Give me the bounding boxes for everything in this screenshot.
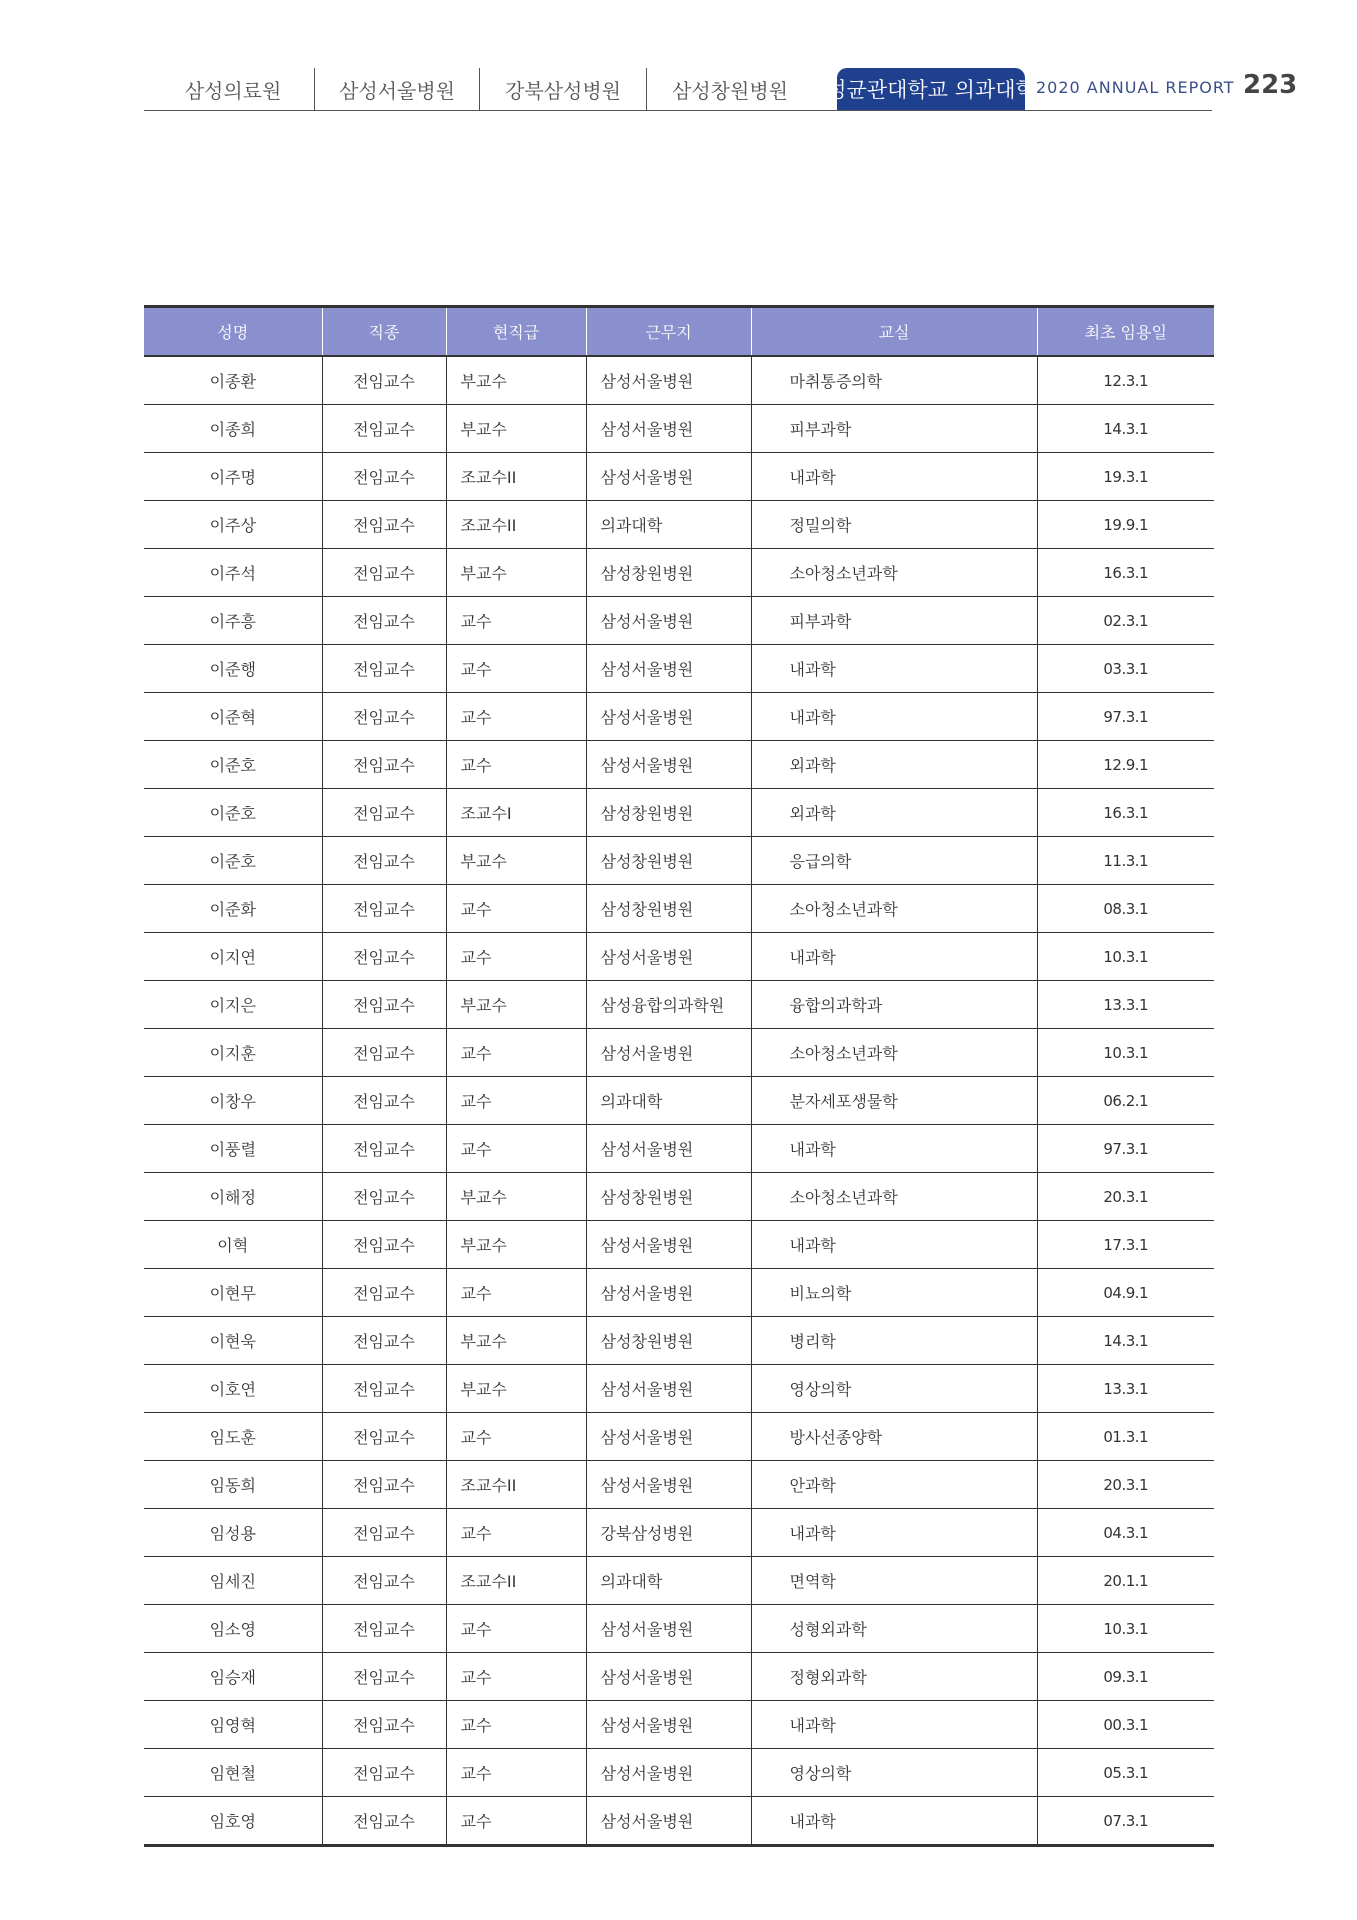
table-row: [144, 1317, 1214, 1365]
name-cell: 이주명: [144, 453, 322, 501]
name-cell: 이준화: [144, 885, 322, 933]
appointment-date-cell: 10.3.1: [1037, 933, 1214, 981]
rank-cell: 교수: [446, 645, 586, 693]
appointment-date-cell: 13.3.1: [1037, 1365, 1214, 1413]
workplace-cell: 삼성서울병원: [586, 356, 751, 405]
department-cell: 면역학: [751, 1557, 1037, 1605]
name-cell: 임승재: [144, 1653, 322, 1701]
rank-cell: 교수: [446, 1077, 586, 1125]
workplace-cell: 의과대학: [586, 1077, 751, 1125]
name-cell: 이주상: [144, 501, 322, 549]
appointment-date-cell: 12.9.1: [1037, 741, 1214, 789]
report-title: 2020 ANNUAL REPORT: [1036, 78, 1235, 97]
workplace-cell: 삼성서울병원: [586, 597, 751, 645]
name-cell: 임현철: [144, 1749, 322, 1797]
appointment-date-cell: 13.3.1: [1037, 981, 1214, 1029]
name-cell: 이주석: [144, 549, 322, 597]
nav-tab-samsung-medical-center[interactable]: 삼성의료원: [144, 68, 315, 110]
appointment-date-cell: 03.3.1: [1037, 645, 1214, 693]
table-row: [144, 549, 1214, 597]
job-type-cell: 전임교수: [322, 549, 446, 597]
workplace-cell: 강북삼성병원: [586, 1509, 751, 1557]
table-row: [144, 741, 1214, 789]
table-row: [144, 1269, 1214, 1317]
table-row: [144, 1653, 1214, 1701]
department-cell: 정형외과학: [751, 1653, 1037, 1701]
table-header-row: [144, 307, 1214, 357]
job-type-cell: 전임교수: [322, 501, 446, 549]
workplace-cell: 삼성서울병원: [586, 1365, 751, 1413]
name-cell: 이해정: [144, 1173, 322, 1221]
rank-cell: 교수: [446, 1701, 586, 1749]
job-type-cell: 전임교수: [322, 597, 446, 645]
name-cell: 임영혁: [144, 1701, 322, 1749]
appointment-date-cell: 17.3.1: [1037, 1221, 1214, 1269]
department-cell: 내과학: [751, 1509, 1037, 1557]
name-cell: 임세진: [144, 1557, 322, 1605]
department-cell: 마취통증의학: [751, 356, 1037, 405]
rank-cell: 부교수: [446, 981, 586, 1029]
job-type-cell: 전임교수: [322, 1749, 446, 1797]
name-cell: 이준호: [144, 741, 322, 789]
job-type-cell: 전임교수: [322, 1221, 446, 1269]
nav-tab-samsung-changwon-hospital[interactable]: 삼성창원병원: [672, 78, 788, 103]
job-type-cell: 전임교수: [322, 1557, 446, 1605]
rank-cell: 교수: [446, 1509, 586, 1557]
appointment-date-cell: 09.3.1: [1037, 1653, 1214, 1701]
job-type-cell: 전임교수: [322, 1413, 446, 1461]
department-cell: 영상의학: [751, 1749, 1037, 1797]
job-type-cell: 전임교수: [322, 1365, 446, 1413]
workplace-cell: 삼성창원병원: [586, 885, 751, 933]
job-type-cell: 전임교수: [322, 1077, 446, 1125]
department-cell: 소아청소년과학: [751, 1173, 1037, 1221]
table-row: [144, 933, 1214, 981]
job-type-cell: 전임교수: [322, 1653, 446, 1701]
column-header-rank: 현직급: [446, 307, 586, 357]
department-cell: 피부과학: [751, 405, 1037, 453]
department-cell: 응급의학: [751, 837, 1037, 885]
workplace-cell: 삼성서울병원: [586, 1269, 751, 1317]
workplace-cell: 삼성서울병원: [586, 741, 751, 789]
department-cell: 내과학: [751, 933, 1037, 981]
department-cell: 외과학: [751, 789, 1037, 837]
name-cell: 임호영: [144, 1797, 322, 1846]
name-cell: 이지은: [144, 981, 322, 1029]
job-type-cell: 전임교수: [322, 405, 446, 453]
workplace-cell: 삼성창원병원: [586, 1317, 751, 1365]
rank-cell: 교수: [446, 1605, 586, 1653]
appointment-date-cell: 97.3.1: [1037, 693, 1214, 741]
table-row: [144, 1749, 1214, 1797]
job-type-cell: 전임교수: [322, 693, 446, 741]
appointment-date-cell: 11.3.1: [1037, 837, 1214, 885]
faculty-table: [144, 305, 1214, 1847]
workplace-cell: 삼성서울병원: [586, 1701, 751, 1749]
rank-cell: 부교수: [446, 1317, 586, 1365]
rank-cell: 교수: [446, 1797, 586, 1846]
name-cell: 이호연: [144, 1365, 322, 1413]
appointment-date-cell: 97.3.1: [1037, 1125, 1214, 1173]
workplace-cell: 삼성서울병원: [586, 1221, 751, 1269]
workplace-cell: 의과대학: [586, 501, 751, 549]
table-row: [144, 501, 1214, 549]
table-row: [144, 453, 1214, 501]
table-row: [144, 1173, 1214, 1221]
table-row: [144, 1365, 1214, 1413]
appointment-date-cell: 10.3.1: [1037, 1605, 1214, 1653]
appointment-date-cell: 19.9.1: [1037, 501, 1214, 549]
job-type-cell: 전임교수: [322, 1461, 446, 1509]
department-cell: 비뇨의학: [751, 1269, 1037, 1317]
rank-cell: 부교수: [446, 1173, 586, 1221]
job-type-cell: 전임교수: [322, 933, 446, 981]
job-type-cell: 전임교수: [322, 356, 446, 405]
rank-cell: 교수: [446, 885, 586, 933]
name-cell: 이지연: [144, 933, 322, 981]
appointment-date-cell: 07.3.1: [1037, 1797, 1214, 1846]
rank-cell: 교수: [446, 1749, 586, 1797]
rank-cell: 교수: [446, 693, 586, 741]
appointment-date-cell: 20.3.1: [1037, 1461, 1214, 1509]
name-cell: 이종환: [144, 356, 322, 405]
name-cell: 이풍렬: [144, 1125, 322, 1173]
appointment-date-cell: 14.3.1: [1037, 1317, 1214, 1365]
appointment-date-cell: 04.9.1: [1037, 1269, 1214, 1317]
name-cell: 이현욱: [144, 1317, 322, 1365]
table-body: [144, 356, 1214, 1846]
workplace-cell: 삼성창원병원: [586, 549, 751, 597]
page-number: 223: [1243, 70, 1298, 100]
job-type-cell: 전임교수: [322, 741, 446, 789]
department-cell: 병리학: [751, 1317, 1037, 1365]
appointment-date-cell: 20.1.1: [1037, 1557, 1214, 1605]
job-type-cell: 전임교수: [322, 1029, 446, 1077]
name-cell: 임동희: [144, 1461, 322, 1509]
name-cell: 이준호: [144, 837, 322, 885]
rank-cell: 부교수: [446, 356, 586, 405]
job-type-cell: 전임교수: [322, 1317, 446, 1365]
name-cell: 이현무: [144, 1269, 322, 1317]
appointment-date-cell: 01.3.1: [1037, 1413, 1214, 1461]
rank-cell: 부교수: [446, 1221, 586, 1269]
nav-tab-skku-medicine[interactable]: 성균관대학교 의과대학: [837, 68, 1025, 110]
workplace-cell: 의과대학: [586, 1557, 751, 1605]
name-cell: 이지훈: [144, 1029, 322, 1077]
rank-cell: 조교수I: [446, 789, 586, 837]
job-type-cell: 전임교수: [322, 1509, 446, 1557]
rank-cell: 조교수II: [446, 1461, 586, 1509]
workplace-cell: 삼성서울병원: [586, 1605, 751, 1653]
table-row: [144, 885, 1214, 933]
table-row: [144, 981, 1214, 1029]
table-row: [144, 1701, 1214, 1749]
column-header-job-type: 직종: [322, 307, 446, 357]
rank-cell: 부교수: [446, 405, 586, 453]
table-row: [144, 837, 1214, 885]
name-cell: 이준혁: [144, 693, 322, 741]
nav-tab-kangbuk-samsung-hospital[interactable]: 강북삼성병원: [480, 68, 647, 110]
appointment-date-cell: 10.3.1: [1037, 1029, 1214, 1077]
department-cell: 분자세포생물학: [751, 1077, 1037, 1125]
table-row: [144, 789, 1214, 837]
workplace-cell: 삼성서울병원: [586, 405, 751, 453]
job-type-cell: 전임교수: [322, 1269, 446, 1317]
department-cell: 내과학: [751, 1797, 1037, 1846]
department-cell: 피부과학: [751, 597, 1037, 645]
workplace-cell: 삼성창원병원: [586, 1173, 751, 1221]
workplace-cell: 삼성창원병원: [586, 837, 751, 885]
name-cell: 임도훈: [144, 1413, 322, 1461]
appointment-date-cell: 16.3.1: [1037, 549, 1214, 597]
table-row: [144, 1461, 1214, 1509]
department-cell: 내과학: [751, 1221, 1037, 1269]
job-type-cell: 전임교수: [322, 645, 446, 693]
workplace-cell: 삼성서울병원: [586, 693, 751, 741]
appointment-date-cell: 05.3.1: [1037, 1749, 1214, 1797]
workplace-cell: 삼성서울병원: [586, 1461, 751, 1509]
column-header-department: 교실: [751, 307, 1037, 357]
rank-cell: 교수: [446, 1029, 586, 1077]
department-cell: 융합의과학과: [751, 981, 1037, 1029]
table-row: [144, 1605, 1214, 1653]
name-cell: 이준행: [144, 645, 322, 693]
name-cell: 임성용: [144, 1509, 322, 1557]
workplace-cell: 삼성서울병원: [586, 1413, 751, 1461]
workplace-cell: 삼성창원병원: [586, 789, 751, 837]
table-row: [144, 1125, 1214, 1173]
appointment-date-cell: 12.3.1: [1037, 356, 1214, 405]
rank-cell: 교수: [446, 597, 586, 645]
rank-cell: 조교수II: [446, 453, 586, 501]
rank-cell: 교수: [446, 741, 586, 789]
department-cell: 정밀의학: [751, 501, 1037, 549]
rank-cell: 조교수II: [446, 501, 586, 549]
workplace-cell: 삼성서울병원: [586, 1029, 751, 1077]
workplace-cell: 삼성서울병원: [586, 1749, 751, 1797]
table-row: [144, 645, 1214, 693]
appointment-date-cell: 02.3.1: [1037, 597, 1214, 645]
appointment-date-cell: 00.3.1: [1037, 1701, 1214, 1749]
department-cell: 성형외과학: [751, 1605, 1037, 1653]
department-cell: 소아청소년과학: [751, 1029, 1037, 1077]
table-row: [144, 1221, 1214, 1269]
table-row: [144, 405, 1214, 453]
job-type-cell: 전임교수: [322, 1605, 446, 1653]
name-cell: 이준호: [144, 789, 322, 837]
job-type-cell: 전임교수: [322, 1125, 446, 1173]
department-cell: 소아청소년과학: [751, 549, 1037, 597]
nav-tab-samsung-seoul-hospital[interactable]: 삼성서울병원: [315, 68, 480, 110]
job-type-cell: 전임교수: [322, 1173, 446, 1221]
workplace-cell: 삼성서울병원: [586, 1125, 751, 1173]
workplace-cell: 삼성서울병원: [586, 933, 751, 981]
workplace-cell: 삼성융합의과학원: [586, 981, 751, 1029]
department-cell: 내과학: [751, 645, 1037, 693]
name-cell: 임소영: [144, 1605, 322, 1653]
rank-cell: 부교수: [446, 837, 586, 885]
rank-cell: 교수: [446, 1413, 586, 1461]
column-header-first-appointment: 최초 임용일: [1037, 307, 1214, 357]
appointment-date-cell: 06.2.1: [1037, 1077, 1214, 1125]
appointment-date-cell: 08.3.1: [1037, 885, 1214, 933]
table-row: [144, 1077, 1214, 1125]
department-cell: 영상의학: [751, 1365, 1037, 1413]
job-type-cell: 전임교수: [322, 1701, 446, 1749]
job-type-cell: 전임교수: [322, 837, 446, 885]
workplace-cell: 삼성서울병원: [586, 453, 751, 501]
table-row: [144, 1797, 1214, 1846]
table-row: [144, 693, 1214, 741]
rank-cell: 부교수: [446, 549, 586, 597]
workplace-cell: 삼성서울병원: [586, 1653, 751, 1701]
column-header-name: 성명: [144, 307, 322, 357]
page-header: [0, 0, 1357, 120]
department-cell: 소아청소년과학: [751, 885, 1037, 933]
table-row: [144, 1509, 1214, 1557]
job-type-cell: 전임교수: [322, 981, 446, 1029]
workplace-cell: 삼성서울병원: [586, 645, 751, 693]
job-type-cell: 전임교수: [322, 885, 446, 933]
table-row: [144, 597, 1214, 645]
column-header-workplace: 근무지: [586, 307, 751, 357]
appointment-date-cell: 16.3.1: [1037, 789, 1214, 837]
department-cell: 내과학: [751, 1701, 1037, 1749]
header-divider: [144, 110, 1212, 111]
appointment-date-cell: 04.3.1: [1037, 1509, 1214, 1557]
workplace-cell: 삼성서울병원: [586, 1797, 751, 1846]
department-cell: 내과학: [751, 693, 1037, 741]
appointment-date-cell: 19.3.1: [1037, 453, 1214, 501]
name-cell: 이주흥: [144, 597, 322, 645]
appointment-date-cell: 20.3.1: [1037, 1173, 1214, 1221]
name-cell: 이종희: [144, 405, 322, 453]
rank-cell: 부교수: [446, 1365, 586, 1413]
table-row: [144, 356, 1214, 405]
table-row: [144, 1557, 1214, 1605]
job-type-cell: 전임교수: [322, 789, 446, 837]
rank-cell: 교수: [446, 1653, 586, 1701]
rank-cell: 교수: [446, 1125, 586, 1173]
rank-cell: 조교수II: [446, 1557, 586, 1605]
job-type-cell: 전임교수: [322, 453, 446, 501]
department-cell: 내과학: [751, 453, 1037, 501]
job-type-cell: 전임교수: [322, 1797, 446, 1846]
department-cell: 안과학: [751, 1461, 1037, 1509]
table-row: [144, 1029, 1214, 1077]
department-cell: 외과학: [751, 741, 1037, 789]
section-nav: [144, 68, 1036, 110]
department-cell: 방사선종양학: [751, 1413, 1037, 1461]
name-cell: 이창우: [144, 1077, 322, 1125]
rank-cell: 교수: [446, 933, 586, 981]
appointment-date-cell: 14.3.1: [1037, 405, 1214, 453]
table-row: [144, 1413, 1214, 1461]
rank-cell: 교수: [446, 1269, 586, 1317]
department-cell: 내과학: [751, 1125, 1037, 1173]
name-cell: 이혁: [144, 1221, 322, 1269]
